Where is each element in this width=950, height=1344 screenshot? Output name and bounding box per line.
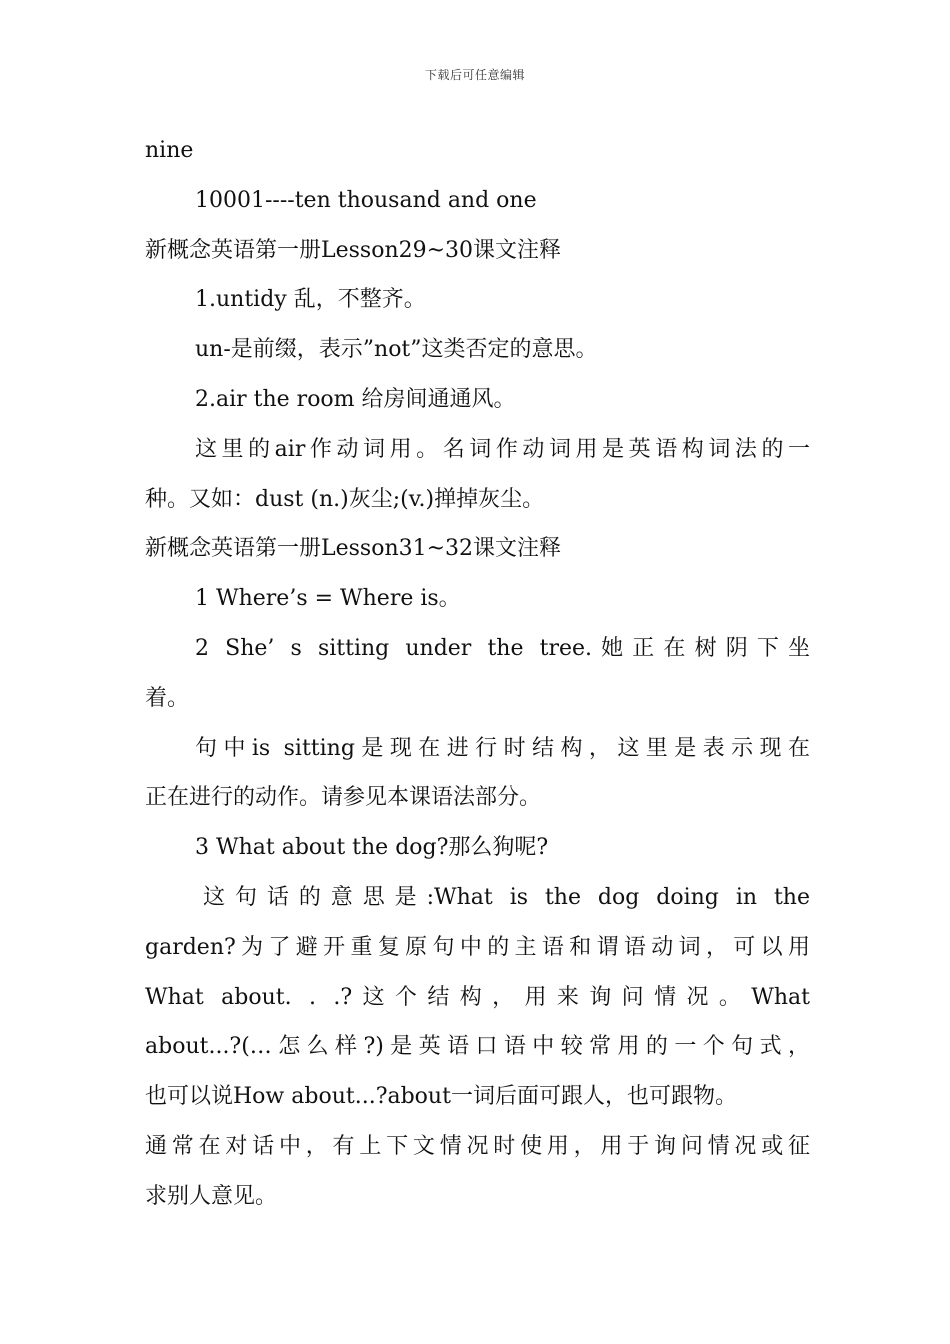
text-line: 着。 <box>145 685 190 711</box>
text-line: 2 She’ s sitting under the tree.她正在树阴下坐 <box>195 635 810 661</box>
text-line: 这句话的意思是:What is the dog doing in the <box>203 884 810 910</box>
text-line: 也可以说How about...?about一词后面可跟人，也可跟物。 <box>145 1084 737 1110</box>
text-line: about...?(…怎么样?)是英语口语中较常用的一个句式， <box>145 1034 810 1060</box>
text-line: 1 Where’s = Where is。 <box>195 586 461 612</box>
text-line: 求别人意见。 <box>145 1183 278 1209</box>
text-line: What about. . .?这个结构，用来询问情况。What <box>145 984 810 1010</box>
text-line: nine <box>145 138 194 163</box>
text-line: 种。又如：dust (n.)灰尘;(v.)掸掉灰尘。 <box>145 486 545 512</box>
section-heading: 新概念英语第一册Lesson29~30课文注释 <box>145 237 562 263</box>
text-line: 正在进行的动作。请参见本课语法部分。 <box>145 785 542 811</box>
document-body <box>145 126 810 1222</box>
text-line: 1.untidy 乱，不整齐。 <box>195 287 426 313</box>
text-line: 3 What about the dog?那么狗呢? <box>195 835 549 861</box>
text-line: 句中is sitting是现在进行时结构，这里是表示现在 <box>195 735 810 761</box>
text-line: 2.air the room 给房间通通风。 <box>195 386 516 412</box>
text-line: garden?为了避开重复原句中的主语和谓语动词，可以用 <box>145 934 810 960</box>
text-line: un-是前缀，表示”not”这类否定的意思。 <box>195 337 598 363</box>
text-line: 10001----ten thousand and one <box>195 187 537 213</box>
section-heading: 新概念英语第一册Lesson31~32课文注释 <box>145 536 562 562</box>
page-header: 下载后可任意编辑 <box>424 68 525 82</box>
text-line: 通常在对话中，有上下文情况时使用，用于询问情况或征 <box>145 1133 810 1159</box>
text-line: 这里的air作动词用。名词作动词用是英语构词法的一 <box>195 436 810 462</box>
